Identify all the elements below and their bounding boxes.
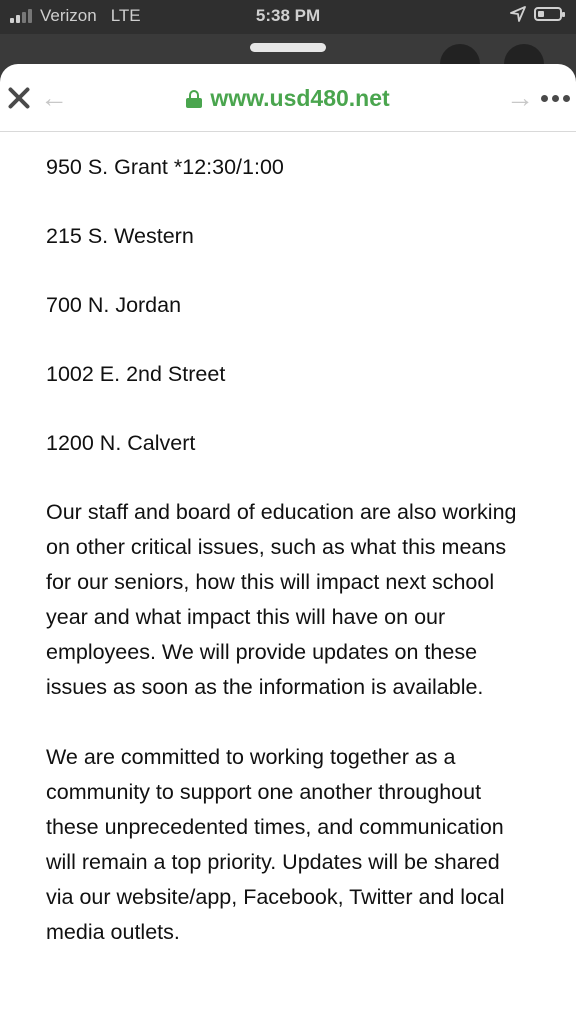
address-bar[interactable] [0,82,576,113]
page-content [0,132,576,950]
url-text[interactable]: www.usd480.net [210,85,390,111]
more-options-icon[interactable] [541,95,570,102]
carrier-label: Verizon [40,6,97,25]
battery-icon [534,7,562,21]
status-time: 5:38 PM [255,6,321,25]
address-line: 700 N. Jordan [46,293,182,317]
body-paragraph: Our staff and board of education are also working on other critical issues, such as what this means for our seniors, how this will impact next school year and what impact this will have on our employees. We will provide updates on these issues as soon as the information is available. [46,500,517,699]
forward-arrow-icon[interactable]: → [506,82,534,113]
browser-sheet [0,64,576,1024]
address-line: 950 S. Grant *12:30/1:00 [46,155,284,179]
address-line: 1200 N. Calvert [46,431,196,455]
sheet-grabber-handle[interactable] [250,43,326,52]
address-line: 215 S. Western [46,224,194,248]
browser-toolbar [0,64,576,132]
network-label: LTE [110,6,141,25]
back-arrow-icon[interactable]: ← [40,82,68,113]
body-paragraph: We are committed to working together as a community to support one another throughout these unprecedented times, and communication will remain a top priority. Updates will be shared via our website/app, Facebook, Twitter and local media outlets. [46,745,505,944]
lock-icon [186,90,202,108]
status-bar [0,0,576,34]
status-right [510,6,562,22]
location-arrow-icon [510,6,526,22]
address-line: 1002 E. 2nd Street [46,362,226,386]
